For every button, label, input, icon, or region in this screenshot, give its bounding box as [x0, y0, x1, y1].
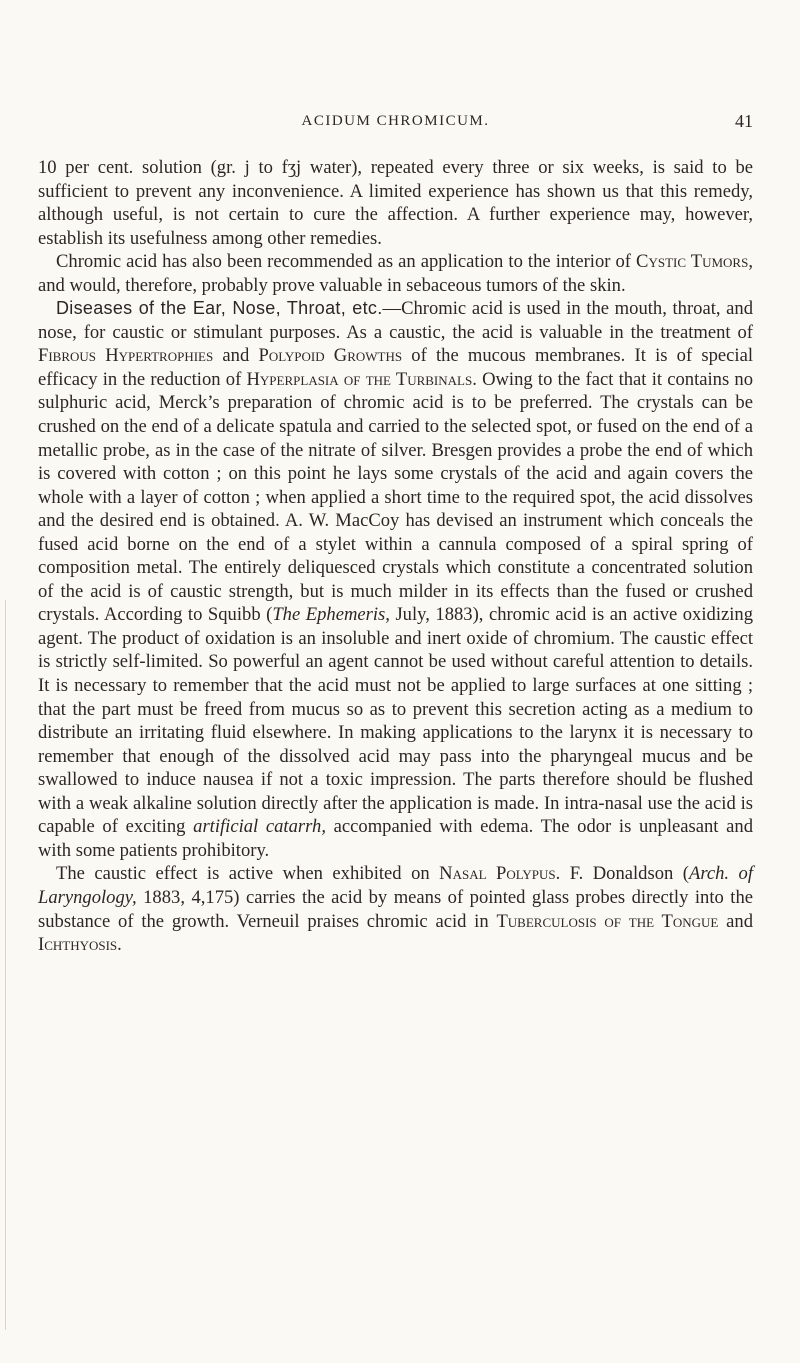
paragraph-continuation — [38, 156, 753, 250]
small-caps-term: Ichthyosis — [38, 934, 118, 956]
section-run-in-heading: Diseases of the Ear, Nose, Throat, etc. — [56, 298, 383, 319]
text-run: The caustic effect is active when exhibited on — [56, 863, 440, 885]
text-run: and — [213, 345, 259, 367]
small-caps-term: Cystic Tumors — [636, 251, 749, 273]
page-header — [38, 113, 753, 137]
paragraph-diseases-ear-nose-throat — [38, 297, 753, 862]
paragraph-nasal-polypus — [38, 862, 753, 956]
text-run: , and would, therefore, probably prove valuable in sebaceous tumors of the skin. — [38, 251, 753, 296]
italic-citation: The Ephemeris, — [272, 604, 390, 626]
running-head: ACIDUM CHROMICUM. — [301, 113, 490, 129]
paragraph-text: 10 per cent. solution (gr. j to fʒj water), repeated every three or six weeks, is said to be sufficient to prevent any inconvenience. A limited experience has shown us that this remedy, although useful, is not certain to cure the affection. A further experience may, however, establish its usefulness among other remedies. — [38, 157, 753, 249]
paragraph-cystic-tumors — [38, 250, 753, 297]
small-caps-term: Hyperplasia of the Turbinals — [246, 368, 473, 390]
text-run: Chromic acid has also been recommended as an application to the interior of — [56, 251, 637, 273]
text-run: . Owing to the fact that it contains no sulphuric acid, Merck’s preparation of chromic acid is to be preferred. The crystals can be crushed on the end of a delicate spatula and carried to the selected spot, or fused on the end of a metallic probe, as in the case of the nitrate of silver. Bresgen provides a probe the end of which is covered with cotton ; on this point he lays some crystals of the acid and again covers the whole with a layer of cotton ; when applied a short time to the required spot, the acid dissolves and the desired end is obtained. A. W. MacCoy has devised an instrument which conceals the fused acid borne on the end of a stylet within a cannula composed of a spiral spring of composition metal. The entirely deliquesced crystals which constitute a concentrated solution of the acid is of caustic strength, but is much milder in its effects than the fused or crushed crystals. According to Squibb ( — [38, 368, 754, 626]
text-run: July, 1883), chromic acid is an active oxidizing agent. The product of oxidation is an insoluble and inert oxide of chromium. The caustic effect is strictly self-limited. So powerful an agent cannot be used without careful attention to details. It is necessary to remember that the acid must not be applied to large surfaces at one sitting ; that the part must be freed from mucus so as to prevent this secretion acting as a medium to distribute an irritating fluid elsewhere. In making applications to the larynx it is necessary to remember that enough of the dissolved acid may pass into the pharyngeal mucus and be swallowed to induce nausea if not a toxic impression. The parts therefore should be flushed with a weak alkaline solution directly after the application is made. In intra-nasal use the acid is capable of exciting — [38, 604, 753, 838]
text-run: and — [718, 910, 753, 932]
small-caps-term: Polypoid Growths — [258, 345, 403, 367]
page-edge-shadow — [5, 600, 6, 1330]
text-run: —Chromic acid is used in the mouth, throat, and nose, for caustic or stimulant purposes. As a caustic, the acid is valuable in the treatment of — [38, 298, 754, 343]
small-caps-term: Tuberculosis of the Tongue — [496, 910, 719, 932]
body-text — [38, 156, 753, 957]
text-run: . F. Donaldson ( — [555, 863, 689, 885]
italic-citation: Arch. of Laryngology, — [38, 863, 754, 908]
text-run: 1883, 4,175) carries the acid by means of pointed glass probes directly into the substance of the growth. Verneuil praises chromic acid in — [38, 886, 753, 932]
small-caps-term: Nasal Polypus — [439, 863, 556, 885]
italic-term: artificial catarrh, — [193, 816, 326, 838]
page-number: 41 — [735, 111, 753, 131]
text-run: of the mucous membranes. It is of special efficacy in the reduction of — [38, 345, 753, 390]
text-run: . — [117, 934, 122, 956]
small-caps-term: Fibrous Hypertrophies — [38, 345, 214, 367]
text-run: accompanied with edema. The odor is unpleasant and with some patients prohibitory. — [38, 816, 753, 861]
